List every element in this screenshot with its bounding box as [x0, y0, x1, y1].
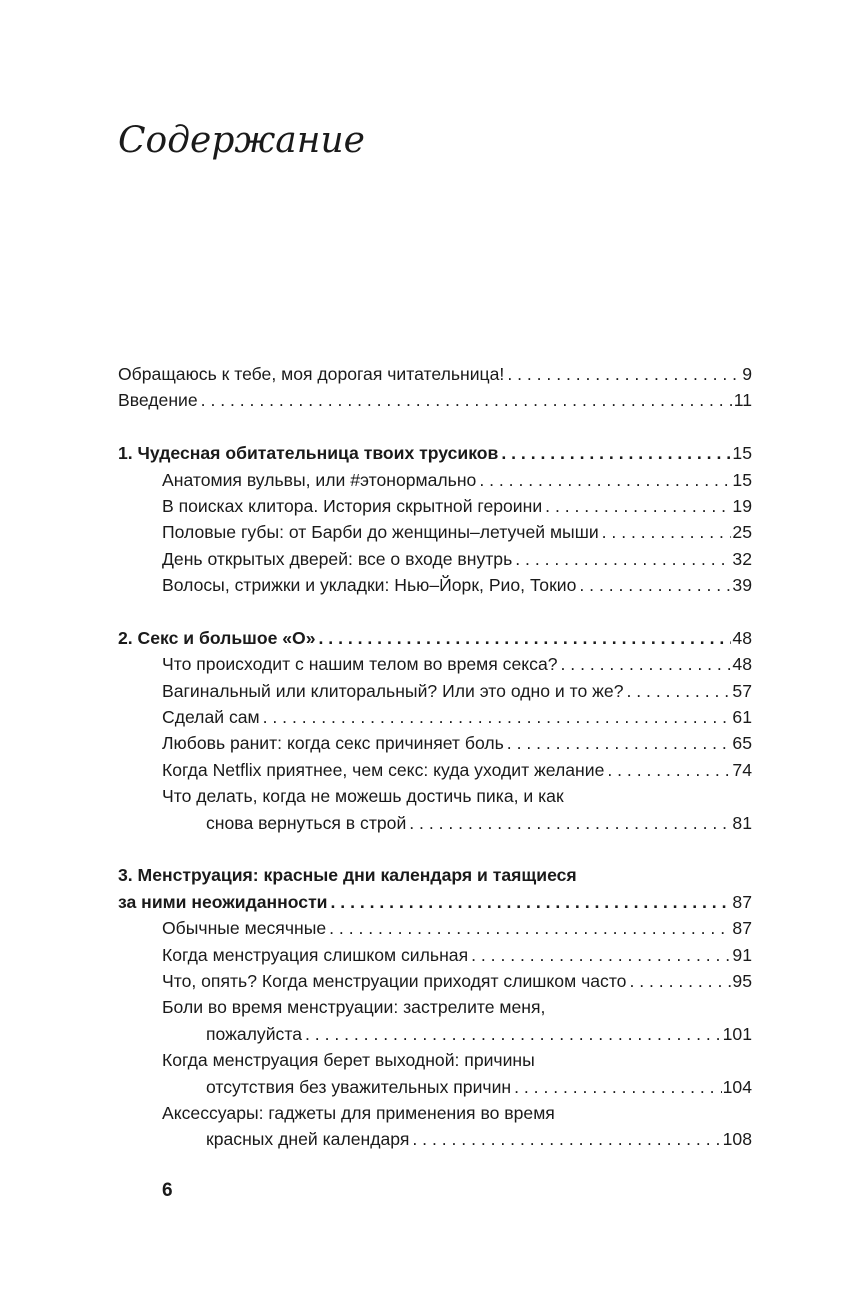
toc-entry-heavy-period[interactable]	[118, 942, 752, 968]
toc-entry-period-pain-line2[interactable]	[118, 1021, 752, 1047]
toc-entry-love-hurts[interactable]	[118, 730, 752, 756]
toc-entry-page: 25	[732, 522, 752, 543]
toc-entry-absent-period-line2[interactable]	[118, 1074, 752, 1100]
dot-leader	[511, 1074, 722, 1100]
toc-entry-title: Анатомия вульвы, или #этонормально	[162, 469, 477, 490]
dot-leader	[504, 730, 732, 756]
toc-entry-title: Обычные месячные	[162, 918, 327, 939]
toc-chapter-3-heading-line1[interactable]	[118, 862, 752, 888]
toc-entry-open-doors[interactable]	[118, 546, 752, 572]
dot-leader	[476, 467, 731, 493]
section-gap	[118, 836, 752, 862]
toc-entry-accessories-line2[interactable]	[118, 1126, 752, 1152]
toc-entry-title: Что, опять? Когда менструации приходят слишком часто	[162, 970, 627, 991]
dot-leader	[198, 387, 733, 413]
toc-entry-page: 61	[732, 707, 752, 728]
toc-entry-frequent-period[interactable]	[118, 968, 752, 994]
toc-entry-page: 48	[732, 654, 752, 675]
toc-entry-title: Когда менструация берет выходной: причины	[162, 1050, 535, 1071]
toc-chapter-title-continued: за ними неожиданности	[118, 891, 328, 912]
toc-chapter-title: 1. Чудесная обитательница твоих трусиков	[118, 443, 499, 464]
toc-entry-period-pain-line1[interactable]	[118, 994, 752, 1020]
toc-entry-clitoris-search[interactable]	[118, 493, 752, 519]
dot-leader	[623, 678, 731, 704]
toc-entry-page: 95	[732, 970, 752, 991]
toc-chapter-title: 3. Менструация: красные дни календаря и таящиеся	[118, 865, 577, 886]
dot-leader	[504, 361, 741, 387]
toc-entry-page: 32	[732, 548, 752, 569]
toc-chapter-title: 2. Секс и большое «О»	[118, 627, 316, 648]
toc-entry-page: 101	[722, 1023, 752, 1044]
dot-leader	[409, 1126, 721, 1152]
toc-entry-title: Когда менструация слишком сильная	[162, 944, 469, 965]
toc-entry-page: 11	[733, 390, 752, 411]
toc-entry-title: День открытых дверей: все о входе внутрь	[162, 548, 513, 569]
toc-entry-hair-styles[interactable]	[118, 572, 752, 598]
toc-entry-page: 87	[732, 918, 752, 939]
toc-entry-title: Введение	[118, 390, 198, 411]
toc-entry-vulva-anatomy[interactable]	[118, 467, 752, 493]
toc-entry-page: 48	[732, 627, 752, 648]
toc-entry-peak-line1[interactable]	[118, 783, 752, 809]
toc-entry-page: 19	[732, 495, 752, 516]
toc-entry-title: Когда Netflix приятнее, чем секс: куда уходит желание	[162, 759, 605, 780]
dot-leader	[406, 810, 731, 836]
toc-entry-page: 9	[742, 364, 752, 384]
toc-entry-page: 104	[722, 1076, 752, 1097]
dot-leader	[542, 493, 731, 519]
toc-entry-page: 39	[732, 575, 752, 596]
toc-entry-title: Любовь ранит: когда секс причиняет боль	[162, 733, 504, 754]
toc-entry-page: 57	[732, 680, 752, 701]
dot-leader	[260, 704, 732, 730]
toc-entry-page: 65	[732, 733, 752, 754]
toc-entry-peak-line2[interactable]	[118, 810, 752, 836]
toc-entry-page: 87	[732, 891, 752, 912]
toc-entry-body-during-sex[interactable]	[118, 651, 752, 677]
toc-chapter-3-heading-line2[interactable]	[118, 889, 752, 915]
toc-entry-page: 15	[732, 469, 752, 490]
dot-leader	[626, 968, 731, 994]
toc-entry-page: 108	[722, 1129, 752, 1150]
dot-leader	[604, 757, 731, 783]
toc-entry-foreword[interactable]	[118, 361, 752, 387]
dot-leader	[316, 625, 732, 651]
dot-leader	[512, 546, 731, 572]
toc-entry-title-continued: снова вернуться в строй	[206, 812, 407, 833]
toc-entry-page: 81	[732, 812, 752, 833]
toc-entry-title: В поисках клитора. История скрытной героини	[162, 495, 543, 516]
dot-leader	[302, 1021, 722, 1047]
page-number: 6	[162, 1180, 173, 1201]
toc-entry-title-continued: красных дней календаря	[206, 1129, 410, 1150]
toc-entry-title: Боли во время менструации: застрелите меня,	[162, 997, 546, 1018]
toc-entry-page: 15	[732, 443, 752, 464]
dot-leader	[498, 440, 731, 466]
toc-entry-title: Что делать, когда не можешь достичь пика, и как	[162, 786, 564, 807]
page-title: Содержание	[118, 120, 365, 161]
toc-entry-title: Волосы, стрижки и укладки: Нью–Йорк, Рио, Токио	[162, 575, 577, 596]
toc-entry-title: Сделай сам	[162, 707, 260, 728]
toc-entry-page: 91	[732, 944, 752, 965]
toc-entry-title-continued: отсутствия без уважительных причин	[206, 1076, 512, 1097]
toc-entry-normal-period[interactable]	[118, 915, 752, 941]
dot-leader	[468, 942, 731, 968]
toc-entry-title: Вагинальный или клиторальный? Или это одно и то же?	[162, 680, 624, 701]
toc-entry-accessories-line1[interactable]	[118, 1100, 752, 1126]
section-gap	[118, 414, 752, 440]
toc-entry-title: Аксессуары: гаджеты для применения во время	[162, 1102, 555, 1123]
toc-entry-page: 74	[732, 759, 752, 780]
toc-entry-vaginal-or-clitoral[interactable]	[118, 678, 752, 704]
dot-leader	[558, 651, 732, 677]
toc-entry-title: Что происходит с нашим телом во время секса?	[162, 654, 558, 675]
table-of-contents	[118, 361, 752, 1153]
dot-leader	[599, 519, 732, 545]
section-gap	[118, 599, 752, 625]
toc-chapter-2-heading[interactable]	[118, 625, 752, 651]
toc-entry-netflix[interactable]	[118, 757, 752, 783]
toc-entry-title-continued: пожалуйста	[206, 1023, 303, 1044]
toc-entry-do-it-yourself[interactable]	[118, 704, 752, 730]
toc-entry-title: Обращаюсь к тебе, моя дорогая читательница!	[118, 364, 505, 384]
dot-leader	[576, 572, 731, 598]
toc-entry-labia[interactable]	[118, 519, 752, 545]
toc-entry-introduction[interactable]	[118, 387, 752, 413]
toc-entry-absent-period-line1[interactable]	[118, 1047, 752, 1073]
dot-leader	[328, 889, 732, 915]
toc-chapter-1-heading[interactable]	[118, 440, 752, 466]
dot-leader	[326, 915, 731, 941]
toc-entry-title: Половые губы: от Барби до женщины–летучей мыши	[162, 522, 599, 543]
